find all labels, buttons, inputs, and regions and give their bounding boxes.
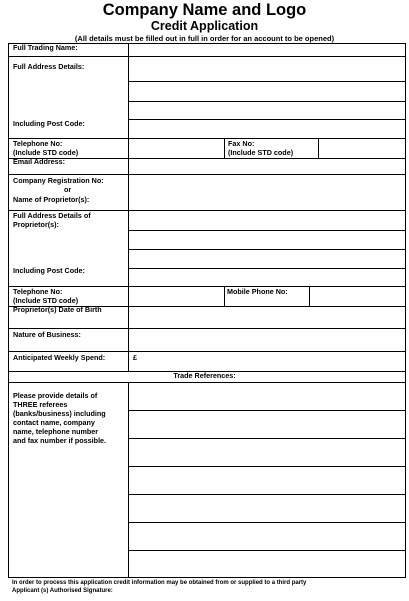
referees-instructions-line: name, telephone number (13, 427, 99, 436)
mobile-phone-field[interactable] (310, 287, 405, 306)
include-std-code-label: (Include STD code) (13, 148, 79, 157)
telephone-no-label: Telephone No: (13, 139, 63, 148)
signature-label: Applicant (s) Authorised Signature: (12, 588, 113, 594)
proprietors-address-field[interactable] (129, 211, 405, 286)
proprietors-std-code-label: (Include STD code) (13, 296, 79, 305)
proprietors-post-code-label: Including Post Code: (13, 266, 85, 275)
referees-instructions-line: contact name, company (13, 418, 95, 427)
weekly-spend-field[interactable] (140, 352, 405, 371)
referees-instructions-line: (banks/business) including (13, 409, 106, 418)
trade-references-heading: Trade References: (173, 371, 236, 380)
referees-instructions-line: THREE referees (13, 400, 68, 409)
nature-of-business-field[interactable] (129, 329, 405, 351)
referees-instructions-line: and fax number if possible. (13, 436, 107, 445)
form-title: Credit Application (150, 19, 259, 33)
full-trading-name-field[interactable] (129, 44, 405, 56)
fax-field[interactable] (319, 139, 405, 158)
fax-no-label: Fax No: (228, 139, 255, 148)
trade-references-field[interactable] (129, 383, 405, 577)
form-instruction: (All details must be filled out in full in order for an account to be opened) (74, 34, 335, 43)
company-registration-field[interactable] (129, 175, 405, 210)
proprietors-dob-label: Proprietor(s) Date of Birth (13, 305, 102, 314)
proprietors-address-label: Full Address Details of (13, 211, 91, 220)
full-trading-name-label: Full Trading Name: (13, 43, 78, 52)
full-address-details-label: Full Address Details: (13, 62, 85, 71)
company-registration-no-label: Company Registration No: (13, 176, 104, 185)
telephone-field[interactable] (129, 139, 224, 158)
full-address-field[interactable] (129, 57, 405, 138)
anticipated-weekly-spend-label: Anticipated Weekly Spend: (13, 353, 106, 362)
proprietors-label: Proprietor(s): (13, 220, 59, 229)
fax-include-std-code-label: (Include STD code) (228, 148, 294, 157)
including-post-code-label: Including Post Code: (13, 119, 85, 128)
email-address-label: Email Address: (13, 157, 66, 166)
referees-instructions-line: Please provide details of (13, 391, 98, 400)
proprietors-telephone-label: Telephone No: (13, 287, 63, 296)
email-address-field[interactable] (129, 159, 405, 174)
company-name-title: Company Name and Logo (102, 1, 307, 19)
currency-symbol: £ (133, 353, 137, 362)
proprietors-dob-field[interactable] (129, 307, 405, 328)
proprietors-telephone-field[interactable] (129, 287, 224, 306)
nature-of-business-label: Nature of Business: (13, 330, 81, 339)
credit-consent-notice: In order to process this application credit information may be obtained from or supplied to a third party (12, 580, 307, 586)
mobile-phone-label: Mobile Phone No: (227, 287, 288, 296)
or-label: or (64, 185, 72, 194)
name-of-proprietors-label: Name of Proprietor(s): (13, 195, 90, 204)
